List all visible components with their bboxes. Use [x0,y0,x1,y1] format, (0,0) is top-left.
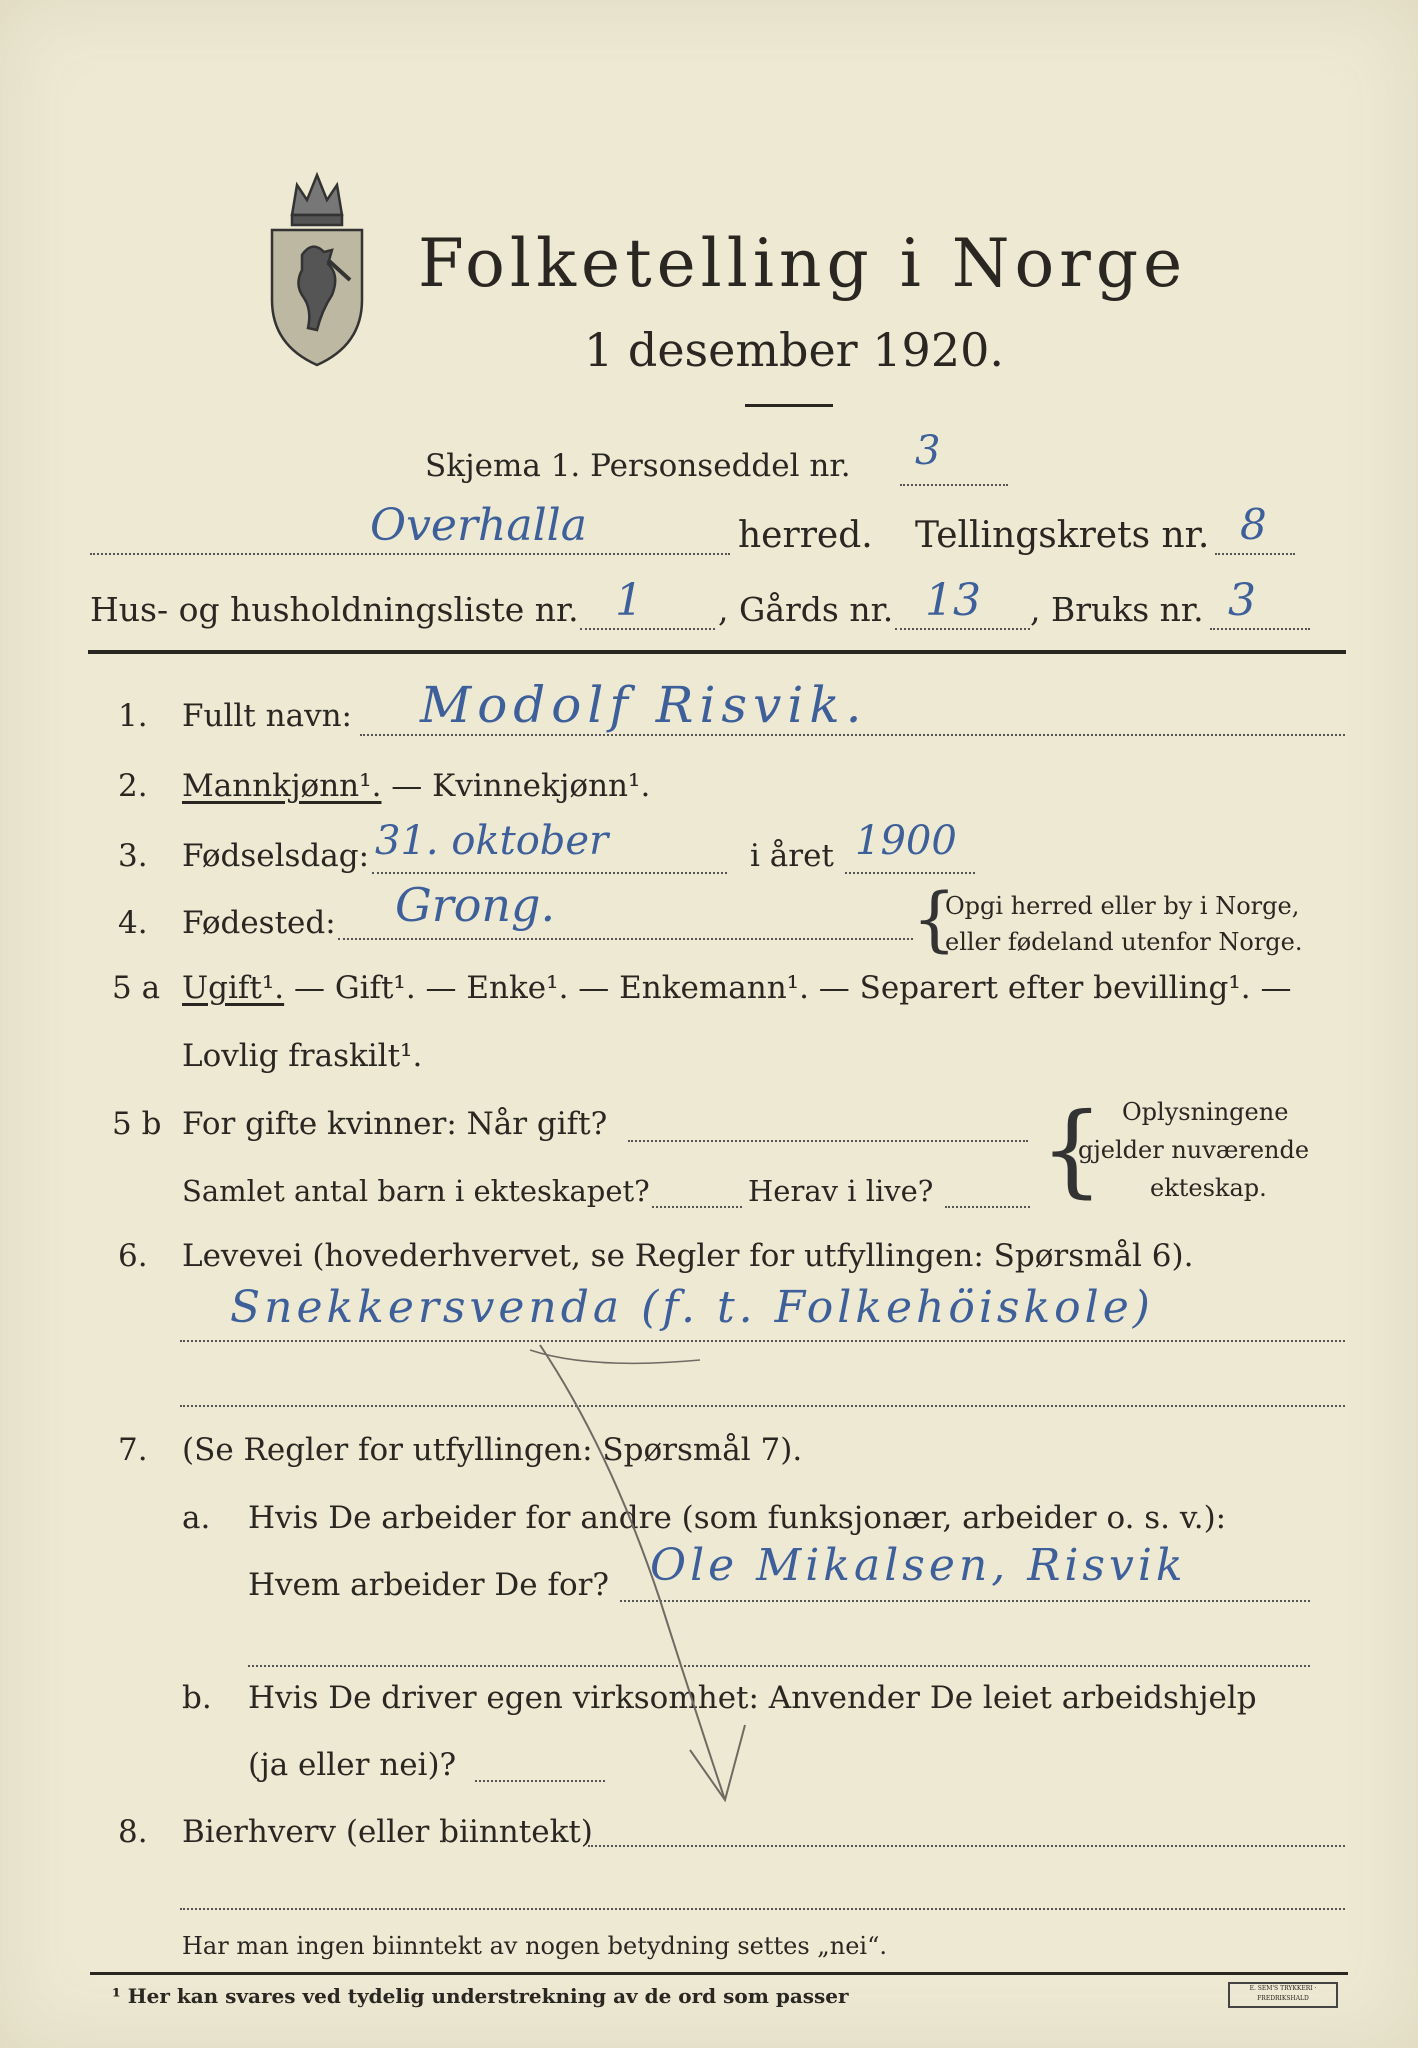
q7a-value: Ole Mikalsen, Risvik [650,1540,1187,1591]
q1-line [360,734,1345,736]
gards-value: 13 [925,575,981,626]
q8-label: Bierhverv (eller biinntekt) [182,1814,593,1850]
q5b-note-line1: Oplysningene [1122,1098,1289,1126]
q4-label: Fødested: [182,905,336,941]
q5b-note-line3: ekteskap. [1150,1174,1267,1202]
q6-line2 [180,1405,1345,1407]
q7b-text: Hvis De driver egen virksomhet: Anvender De leiet arbeidshjelp [248,1680,1257,1716]
q5a-text: Ugift¹. — Gift¹. — Enke¹. — Enkemann¹. — Separert efter bevilling¹. — [182,970,1292,1006]
q2-female-option: Kvinnekjønn¹. [432,768,651,804]
footer-rule [90,1972,1348,1975]
q8-line1 [588,1845,1345,1847]
gards-line [895,628,1030,630]
q7-number: 7. [118,1432,148,1468]
q4-note-line2: eller fødeland utenfor Norge. [945,928,1303,956]
title-divider [745,404,833,407]
q3-birthday-value: 31. oktober [375,818,609,864]
q6-value: Snekkersvenda (f. t. Folkehöiskole) [230,1282,1154,1333]
q1-label: Fullt navn: [182,698,352,734]
q5a-ugift-option: Ugift¹. [182,970,285,1006]
q4-value: Grong. [395,878,556,932]
q7a-letter: a. [182,1500,211,1536]
q8-line2 [180,1908,1345,1910]
q5b-barn-line [652,1206,742,1208]
tellingskrets-label: Tellingskrets nr. [915,515,1210,556]
q8-number: 8. [118,1814,148,1850]
hus-label: Hus- og husholdningsliste nr. [90,590,579,629]
pencil-arrow-mark [520,1330,760,1830]
q3-date-line [372,872,727,874]
q5a-number: 5 a [112,970,161,1006]
q6-number: 6. [118,1238,148,1274]
q4-number: 4. [118,905,148,941]
skjema-label: Skjema 1. Personseddel nr. [425,448,851,484]
herred-line [90,553,730,555]
bruks-label: , Bruks nr. [1030,590,1204,629]
hus-line [580,628,715,630]
q3-number: 3. [118,838,148,874]
q7-label: (Se Regler for utfyllingen: Spørsmål 7). [182,1432,803,1468]
q4-brace: { [912,878,957,960]
q3-label: Fødselsdag: [182,838,370,874]
q1-number: 1. [118,698,148,734]
form-title: Folketelling i Norge [418,225,1188,302]
q7a-line2 [248,1665,1310,1667]
hus-value: 1 [615,575,643,626]
q7a-text: Hvis De arbeider for andre (som funksjonær, arbeider o. s. v.): [248,1500,1227,1536]
footnote: ¹ Her kan svares ved tydelig understrekning av de ord som passer [112,1984,849,2008]
q7b-line2-label: (ja eller nei)? [248,1747,457,1783]
herred-label: herred. [738,515,873,556]
q5b-live-line [945,1206,1030,1208]
census-date: 1 desember 1920. [584,323,1004,377]
q7b-letter: b. [182,1680,212,1716]
herred-value: Overhalla [370,500,587,551]
q6-label: Levevei (hovederhvervet, se Regler for utfyllingen: Spørsmål 6). [182,1238,1194,1274]
q5b-brace: { [1040,1091,1104,1208]
q5b-barn-label: Samlet antal barn i ekteskapet? [182,1174,650,1208]
q6-line1 [180,1340,1345,1342]
q4-note-line1: Opgi herred eller by i Norge, [945,892,1300,920]
q4-line [338,938,913,940]
bruks-line [1210,628,1310,630]
q2-male-option: Mannkjønn¹. [182,768,382,804]
q5b-label: For gifte kvinner: Når gift? [182,1106,608,1142]
q3-year-line [845,872,975,874]
q5b-live-label: Herav i live? [748,1174,934,1208]
skjema-value: 3 [915,428,941,474]
q3-year-label: i året [750,838,834,874]
coat-of-arms-icon [262,160,372,370]
q5b-note-line2: gjelder nuværende [1078,1136,1310,1164]
footer-note: Har man ingen biinntekt av nogen betydning settes „nei“. [182,1932,887,1960]
q2-text: Mannkjønn¹. — Kvinnekjønn¹. [182,768,651,804]
q7a-hvem-label: Hvem arbeider De for? [248,1567,610,1603]
header-rule [88,650,1346,654]
skjema-line [900,484,1008,486]
printer-stamp: E. SEM'S TRYKKERI · FREDRIKSHALD [1228,1982,1338,2008]
q5b-number: 5 b [112,1106,162,1142]
gards-label: , Gårds nr. [718,590,894,629]
q5a-line2: Lovlig fraskilt¹. [182,1038,423,1074]
tellingskrets-value: 8 [1240,500,1267,549]
q3-year-value: 1900 [855,818,957,864]
q2-number: 2. [118,768,148,804]
bruks-value: 3 [1228,575,1256,626]
q1-value: Modolf Risvik. [420,676,868,734]
tellingskrets-line [1215,553,1295,555]
q5b-when-line [628,1140,1028,1142]
